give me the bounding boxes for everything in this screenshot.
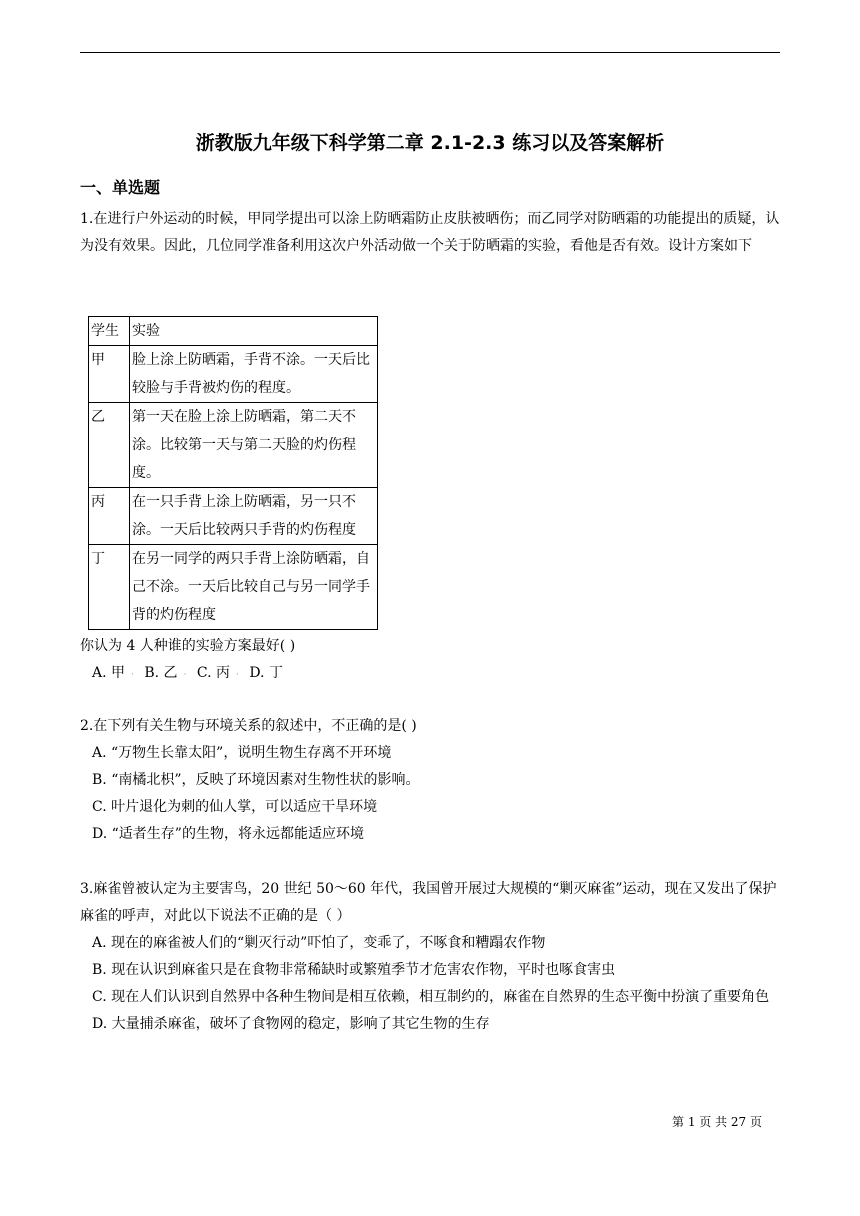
option-separator: · bbox=[131, 670, 134, 680]
option-a: A. 甲 bbox=[92, 665, 126, 681]
table-row bbox=[89, 403, 378, 488]
question-2-stem: 2.在下列有关生物与环境关系的叙述中，不正确的是( ) bbox=[80, 718, 417, 734]
table-cell-experiment: 第一天在脸上涂上防晒霜，第二天不涂。比较第一天与第二天脸的灼伤程度。 bbox=[130, 403, 378, 488]
table-row bbox=[89, 488, 378, 545]
question-3 bbox=[80, 876, 780, 1038]
table-header-cell: 学生 bbox=[89, 317, 130, 346]
document-title: 浙教版九年级下科学第二章 2.1-2.3 练习以及答案解析 bbox=[195, 132, 665, 154]
table-cell-experiment: 在一只手背上涂上防晒霜，另一只不涂。一天后比较两只手背的灼伤程度 bbox=[130, 488, 378, 545]
option-d: D. 大量捕杀麻雀，破坏了食物网的稳定，影响了其它生物的生存 bbox=[92, 1016, 490, 1032]
question-1-options bbox=[92, 660, 780, 689]
option-separator: · bbox=[183, 670, 187, 680]
question-2 bbox=[80, 713, 780, 848]
question-1-question: 你认为 4 人种谁的实验方案最好( ) bbox=[80, 638, 296, 654]
header-rule bbox=[80, 52, 780, 53]
question-3-stem: 3.麻雀曾被认定为主要害鸟，20 世纪 50～60 年代，我国曾开展过大规模的“剿灭麻雀”运动，现在又发出了保护麻雀的呼声，对此以下说法不正确的是（ ） bbox=[80, 881, 777, 924]
table-cell-experiment: 在另一同学的两只手背上涂防晒霜，自己不涂。一天后比较自己与另一同学手背的灼伤程度 bbox=[130, 545, 378, 630]
option-b: B. “南橘北枳”，反映了环境因素对生物性状的影响。 bbox=[92, 772, 420, 788]
option-c: C. 现在人们认识到自然界中各种生物间是相互依赖，相互制约的，麻雀在自然界的生态平衡中扮演了重要角色 bbox=[92, 989, 770, 1005]
option-a: A. “万物生长靠太阳”，说明生物生存离不开环境 bbox=[92, 745, 392, 761]
table-header-row bbox=[89, 317, 378, 346]
table-cell-experiment: 脸上涂上防晒霜，手背不涂。一天后比较脸与手背被灼伤的程度。 bbox=[130, 346, 378, 403]
table-row bbox=[89, 545, 378, 630]
table-cell-student: 甲 bbox=[89, 346, 130, 403]
option-a: A. 现在的麻雀被人们的“剿灭行动”吓怕了，变乖了，不啄食和糟蹋农作物 bbox=[92, 935, 546, 951]
option-b: B. 乙 bbox=[144, 665, 178, 681]
option-b: B. 现在认识到麻雀只是在食物非常稀缺时或繁殖季节才危害农作物，平时也啄食害虫 bbox=[92, 962, 616, 978]
section-heading: 一、单选题 bbox=[80, 178, 161, 197]
table-header-cell: 实验 bbox=[130, 317, 378, 346]
option-c: C. 丙 bbox=[196, 665, 230, 681]
option-d: D. “适者生存”的生物，将永远都能适应环境 bbox=[92, 826, 364, 842]
experiment-table bbox=[88, 316, 378, 630]
table-cell-student: 丙 bbox=[89, 488, 130, 545]
option-c: C. 叶片退化为刺的仙人掌，可以适应干旱环境 bbox=[92, 799, 378, 815]
table-cell-student: 丁 bbox=[89, 545, 130, 630]
question-1-prompt bbox=[80, 633, 780, 689]
table-row bbox=[89, 346, 378, 403]
page-number-footer: 第 1 页 共 27 页 bbox=[672, 1115, 762, 1129]
option-d: D. 丁 bbox=[249, 665, 283, 681]
table-cell-student: 乙 bbox=[89, 403, 130, 488]
option-separator: · bbox=[236, 670, 239, 680]
question-1-stem: 1.在进行户外运动的时候，甲同学提出可以涂上防晒霜防止皮肤被晒伤；而乙同学对防晒霜的功能提出的质疑，认为没有效果。因此，几位同学准备利用这次户外活动做一个关于防晒霜的实验，看他是否有效。设计方案如下 bbox=[80, 211, 780, 254]
